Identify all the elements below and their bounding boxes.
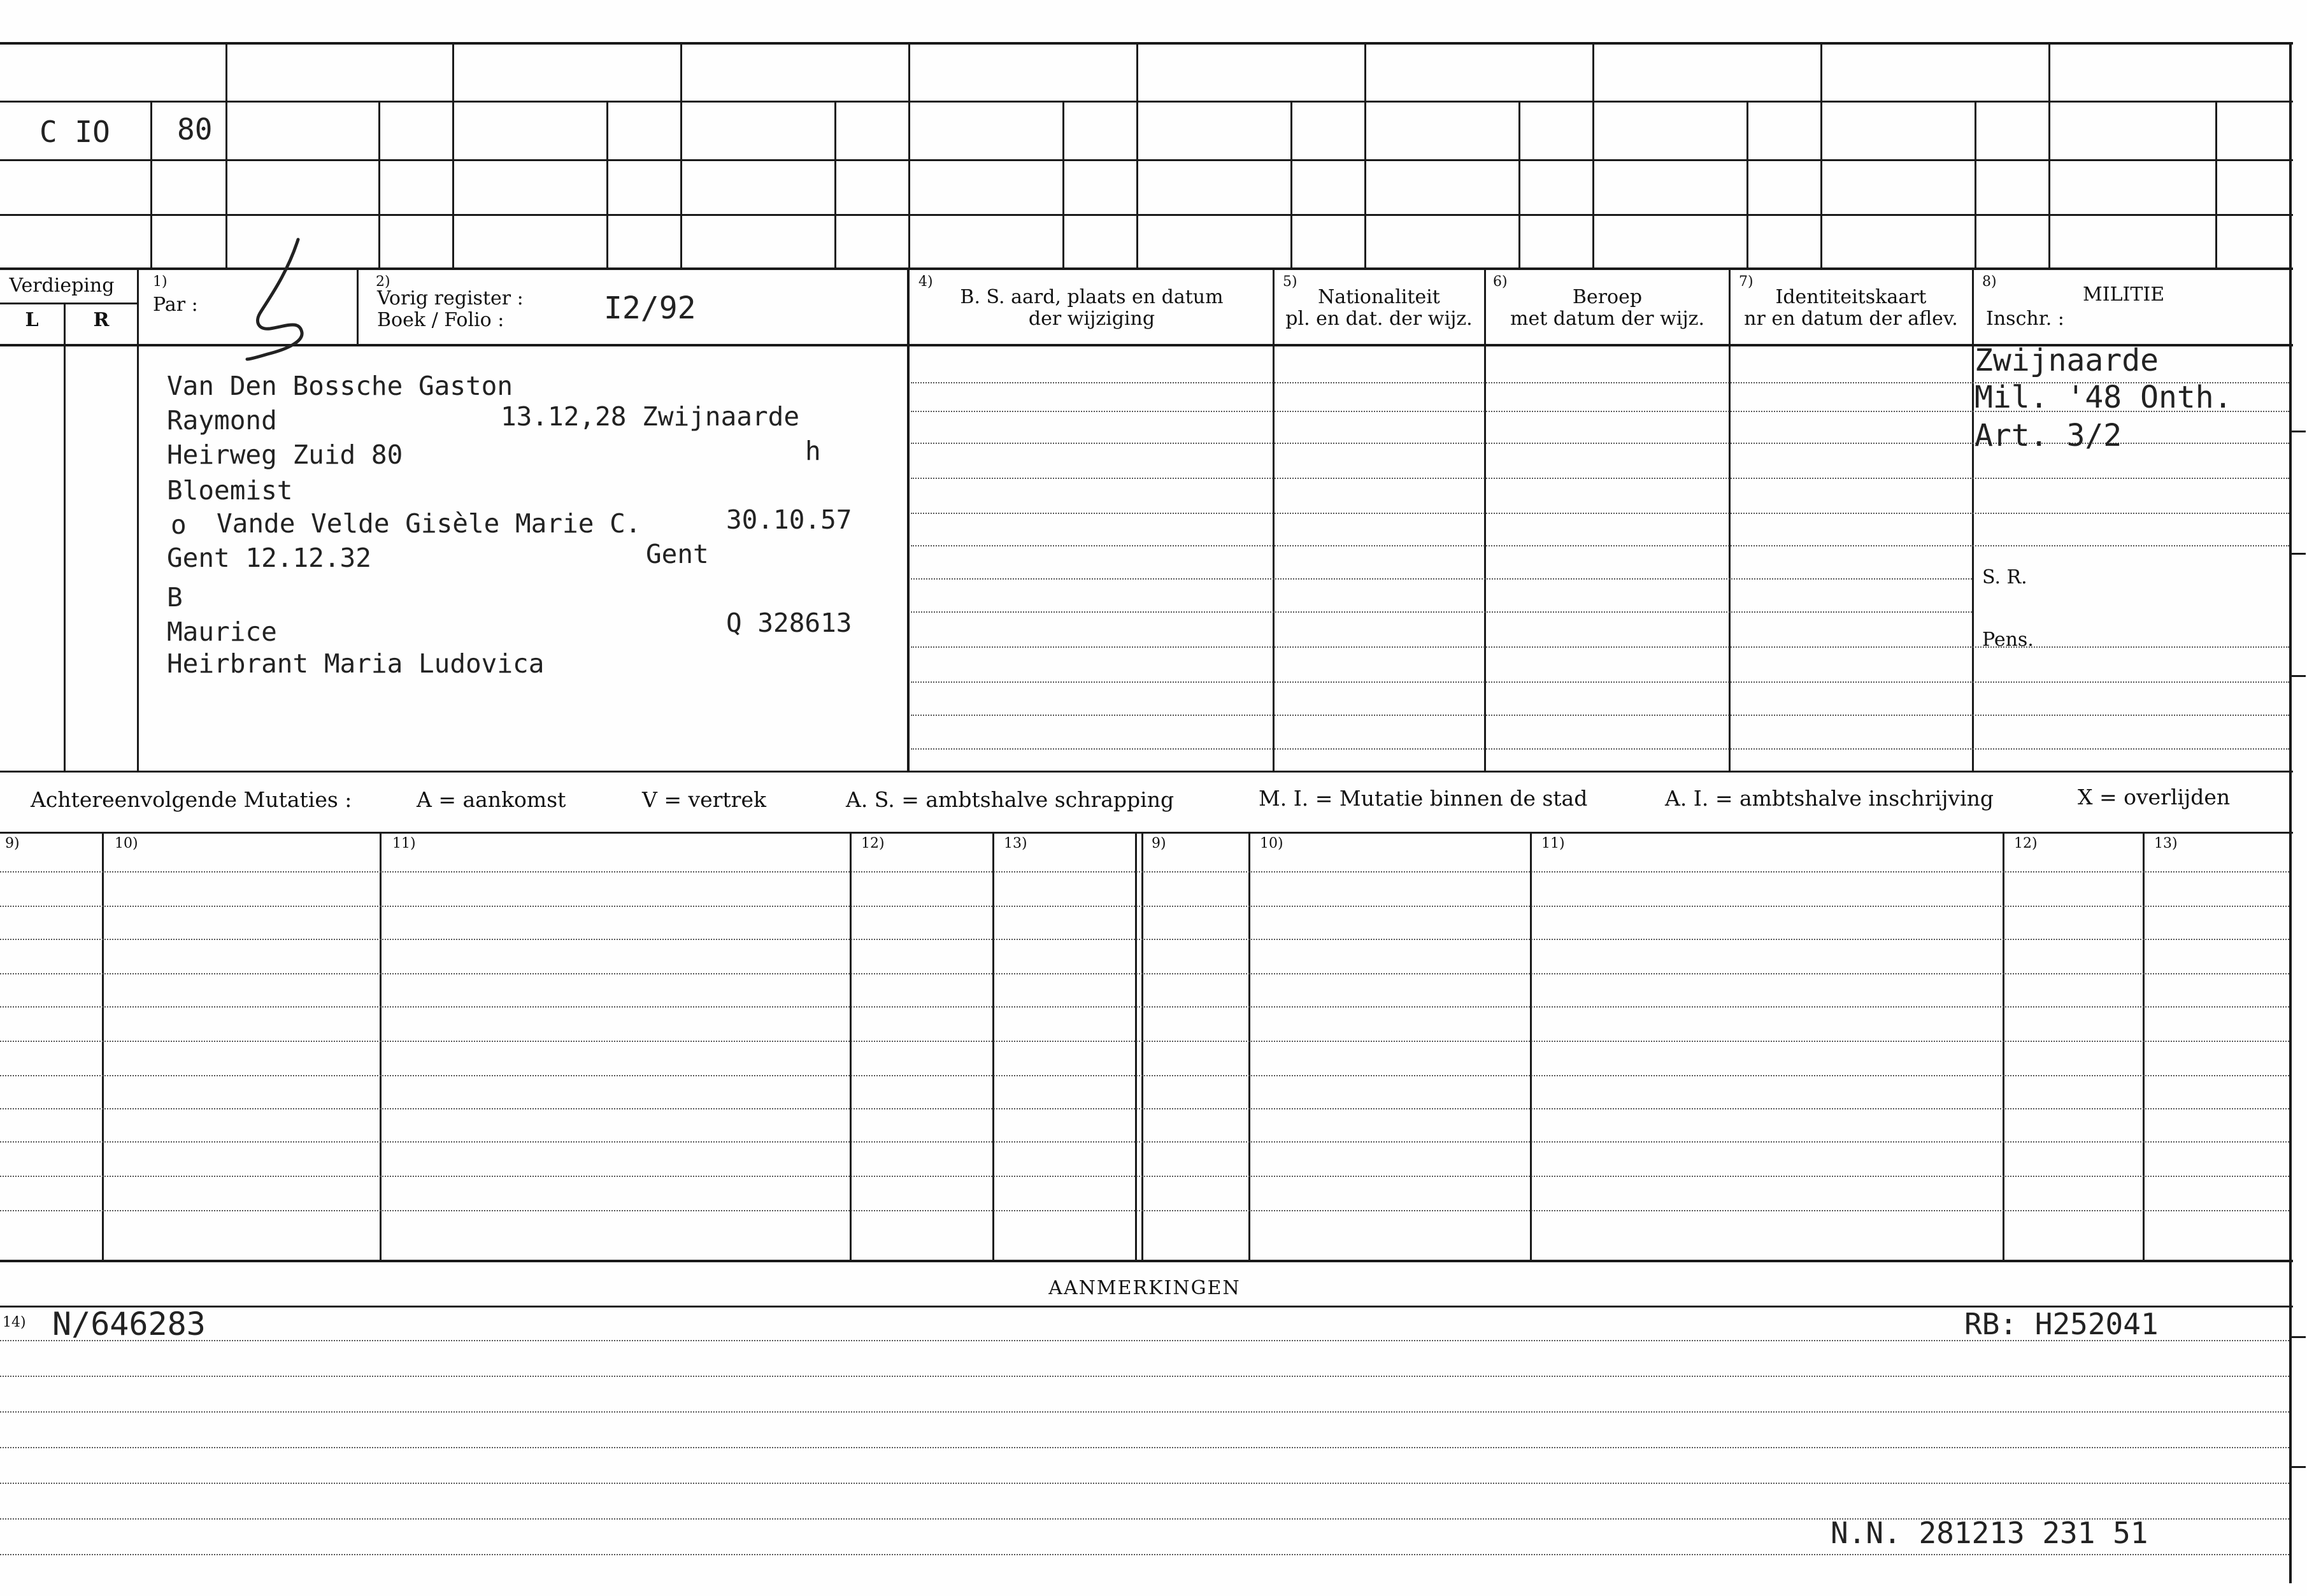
mut-right-9: 9) [1152, 836, 1166, 851]
militie-line-3: Art. 3/2 [1975, 418, 2122, 453]
record-address: Heirweg Zuid 80 [167, 439, 403, 470]
nationaliteit-label-1: Nationaliteit [1318, 286, 1440, 308]
mut-right-13: 13) [2154, 836, 2178, 851]
footnote-7: 7) [1739, 274, 1753, 290]
bs-label-1: B. S. aard, plaats en datum [960, 286, 1224, 308]
inschr-label: Inschr. : [1986, 308, 2064, 330]
nationaliteit-label-2: pl. en dat. der wijz. [1285, 308, 1473, 330]
mut-left-13: 13) [1004, 836, 1027, 851]
mut-left-12: 12) [861, 836, 885, 851]
footnote-8: 8) [1982, 274, 1997, 290]
record-spouse-prefix: o [171, 509, 187, 540]
identiteitskaart-label-2: nr en datum der aflev. [1744, 308, 1958, 330]
sr-label: S. R. [1982, 566, 2027, 588]
record-h-mark: h [805, 436, 821, 466]
identiteitskaart-label-1: Identiteitskaart [1775, 286, 1927, 308]
legend-title: Achtereenvolgende Mutaties : [31, 787, 352, 812]
record-marriage-date: 30.10.57 [726, 504, 852, 535]
record-mother: Heirbrant Maria Ludovica [167, 648, 545, 679]
col-l-label: L [25, 309, 39, 331]
pens-label: Pens. [1982, 629, 2034, 651]
mut-right-10: 10) [1260, 836, 1283, 851]
par-label: Par : [153, 294, 198, 316]
record-birth: 13.12,28 Zwijnaarde [501, 401, 799, 432]
footnote-2: 2) [376, 274, 390, 290]
mut-right-12: 12) [2014, 836, 2038, 851]
record-marriage-place: Gent [646, 539, 709, 569]
col-r-label: R [93, 309, 110, 331]
legend-aankomst: A = aankomst [417, 787, 566, 812]
footnote-6: 6) [1493, 274, 1508, 290]
vorig-register-label: Vorig register : [377, 287, 524, 310]
handwritten-par-mark [242, 237, 331, 364]
legend-inschrijving: A. I. = ambtshalve inschrijving [1665, 786, 1994, 811]
remarks-nn: N.N. 281213 231 51 [1831, 1516, 2148, 1550]
footnote-1: 1) [153, 274, 168, 290]
remarks-number: N/646283 [52, 1306, 206, 1343]
militie-label: MILITIE [2083, 283, 2165, 306]
record-first-name: Raymond [167, 405, 277, 436]
remarks-rb: RB: H252041 [1964, 1307, 2159, 1341]
mut-right-11: 11) [1541, 836, 1565, 851]
record-spouse: Vande Velde Gisèle Marie C. [217, 508, 641, 539]
mut-left-10: 10) [115, 836, 138, 851]
footnote-14: 14) [3, 1315, 26, 1330]
block-number: 80 [177, 112, 213, 146]
remarks-title: AANMERKINGEN [1048, 1277, 1241, 1299]
boek-folio-value: I2/92 [604, 290, 696, 326]
record-father: Maurice [167, 616, 277, 647]
boek-folio-label: Boek / Folio : [377, 309, 504, 331]
record-name: Van Den Bossche Gaston [167, 371, 513, 401]
record-q-number: Q 328613 [726, 608, 852, 638]
militie-line-2: Mil. '48 Onth. [1975, 380, 2232, 415]
legend-mutatie: M. I. = Mutatie binnen de stad [1259, 786, 1588, 811]
record-profession: Bloemist [167, 475, 293, 506]
legend-vertrek: V = vertrek [642, 787, 766, 812]
record-spouse-birth: Gent 12.12.32 [167, 543, 371, 573]
beroep-label-1: Beroep [1572, 286, 1643, 308]
footnote-5: 5) [1283, 274, 1297, 290]
legend-schrapping: A. S. = ambtshalve schrapping [846, 787, 1175, 812]
mut-left-11: 11) [392, 836, 416, 851]
verdieping-label: Verdieping [9, 274, 115, 297]
footnote-4: 4) [918, 274, 933, 290]
beroep-label-2: met datum der wijz. [1510, 308, 1704, 330]
mut-left-9: 9) [5, 836, 20, 851]
bs-label-2: der wijziging [1028, 308, 1155, 330]
record-b-mark: B [167, 582, 183, 613]
block-code: C IO [39, 115, 110, 149]
legend-overlijden: X = overlijden [2078, 785, 2231, 809]
militie-line-1: Zwijnaarde [1975, 343, 2159, 378]
